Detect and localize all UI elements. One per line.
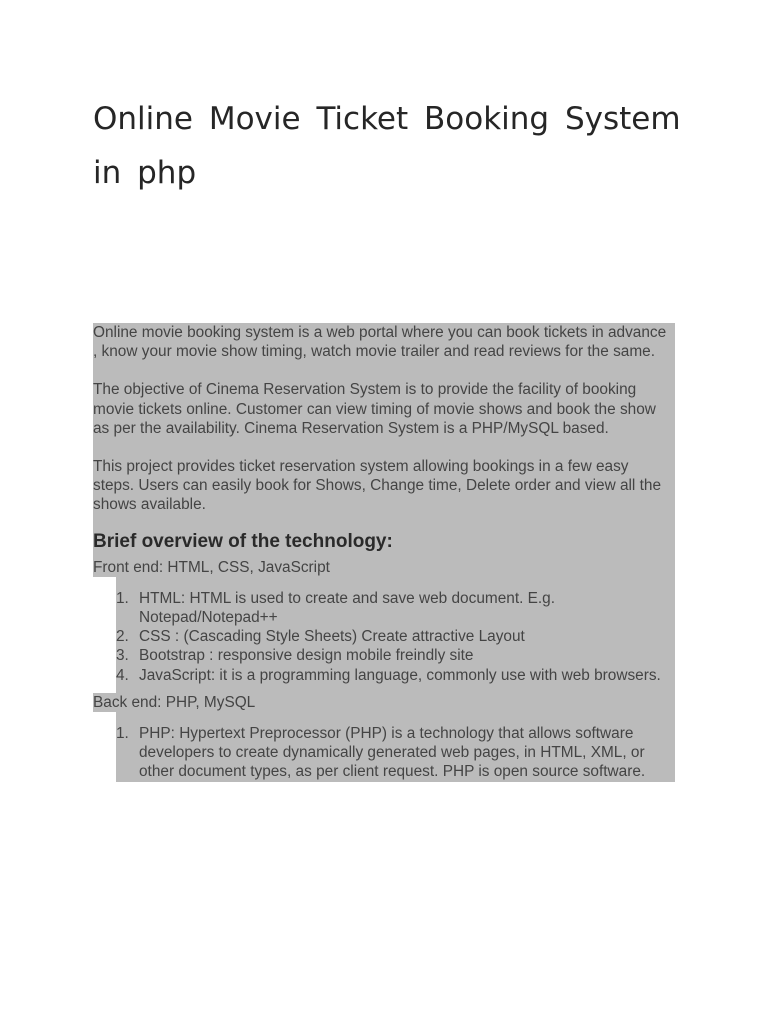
list-item: 1. HTML: HTML is used to create and save web document. E.g. Notepad/Notepad++ [116,589,556,627]
list-item: 3. Bootstrap : responsive design mobile freindly site [116,647,474,665]
list-item: 4. JavaScript: it is a programming language, commonly use with web browsers. [116,666,661,684]
paragraph-objective: The objective of Cinema Reservation System is to provide the facility of booking movie tickets online. Customer can view timing of movie shows and book the show as per the availability. Cinema Reservation System is a PHP/MySQL based. [93,381,656,437]
page-title: Online Movie Ticket Booking System in php [93,101,681,191]
list-item: 2. CSS : (Cascading Style Sheets) Create attractive Layout [116,628,525,646]
paragraph-intro: Online movie booking system is a web portal where you can book tickets in advance , know your movie show timing, watch movie trailer and read reviews for the same. [93,324,667,361]
back-end-list [116,712,675,782]
back-end-block [93,693,675,712]
section-heading: Brief overview of the technology: [93,530,393,552]
list-item: 1. PHP: Hypertext Preprocessor (PHP) is a technology that allows software developers to create dynamically generated web pages, in HTML, XML, or other document types, as per client request. PHP is open source software. [116,725,646,781]
article-body [93,323,675,782]
paragraph-project: This project provides ticket reservation system allowing bookings in a few easy steps. Users can easily book for Shows, Change time, Delete order and view all the shows available. [93,458,662,514]
intro-block [93,323,675,577]
front-end-label: Front end: HTML, CSS, JavaScript [93,558,330,576]
back-end-label: Back end: PHP, MySQL [93,693,256,711]
front-end-list [116,577,675,693]
